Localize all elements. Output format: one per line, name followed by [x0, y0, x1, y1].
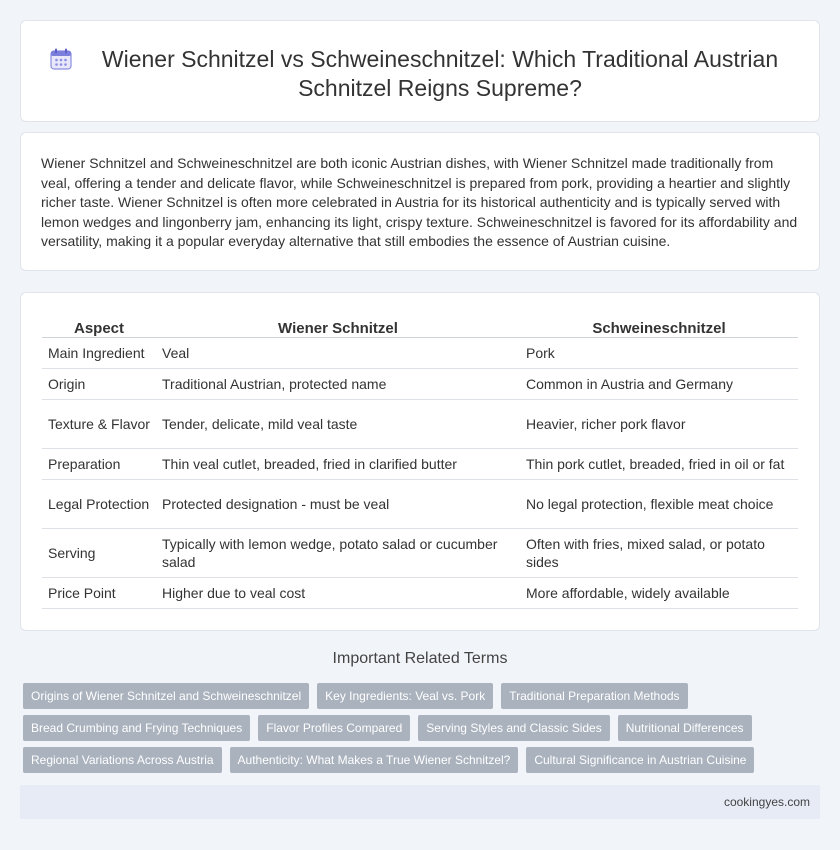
- row-schweine-value: Often with fries, mixed salad, or potato sides: [520, 528, 798, 577]
- row-wiener-value: Protected designation - must be veal: [156, 479, 520, 528]
- related-term-tag[interactable]: Serving Styles and Classic Sides: [418, 715, 609, 741]
- row-schweine-value: Thin pork cutlet, breaded, fried in oil or fat: [520, 448, 798, 479]
- header-schweineschnitzel: Schweineschnitzel: [520, 315, 798, 337]
- intro-card: [20, 132, 820, 271]
- row-aspect: Main Ingredient: [42, 337, 156, 368]
- row-aspect: Serving: [42, 528, 156, 577]
- related-terms-heading: Important Related Terms: [332, 650, 508, 667]
- row-schweine-value: More affordable, widely available: [520, 577, 798, 608]
- header-wiener-schnitzel: Wiener Schnitzel: [156, 315, 520, 337]
- table-row: [42, 577, 798, 608]
- table-header-row: [42, 315, 798, 337]
- calendar-icon: [49, 47, 73, 71]
- related-term-tag[interactable]: Key Ingredients: Veal vs. Pork: [317, 683, 493, 709]
- related-terms-list: [23, 683, 823, 779]
- row-aspect: Texture & Flavor: [42, 399, 156, 448]
- tag-row: [23, 715, 823, 741]
- row-aspect: Legal Protection: [42, 479, 156, 528]
- row-wiener-value: Higher due to veal cost: [156, 577, 520, 608]
- related-term-tag[interactable]: Authenticity: What Makes a True Wiener Schnitzel?: [230, 747, 519, 773]
- related-term-tag[interactable]: Cultural Significance in Austrian Cuisine: [526, 747, 754, 773]
- table-row: [42, 479, 798, 528]
- row-schweine-value: No legal protection, flexible meat choice: [520, 479, 798, 528]
- table-row: [42, 337, 798, 368]
- row-aspect: Preparation: [42, 448, 156, 479]
- table-row: [42, 399, 798, 448]
- row-wiener-value: Veal: [156, 337, 520, 368]
- row-schweine-value: Common in Austria and Germany: [520, 368, 798, 399]
- row-aspect: Price Point: [42, 577, 156, 608]
- related-term-tag[interactable]: Regional Variations Across Austria: [23, 747, 222, 773]
- comparison-table: [42, 315, 798, 609]
- related-term-tag[interactable]: Origins of Wiener Schnitzel and Schweineschnitzel: [23, 683, 309, 709]
- page-title: Wiener Schnitzel vs Schweineschnitzel: Which Traditional Austrian Schnitzel Reigns Supreme?: [101, 46, 779, 101]
- table-row: [42, 528, 798, 577]
- row-wiener-value: Traditional Austrian, protected name: [156, 368, 520, 399]
- table-row: [42, 448, 798, 479]
- row-schweine-value: Pork: [520, 337, 798, 368]
- related-term-tag[interactable]: Traditional Preparation Methods: [501, 683, 687, 709]
- related-term-tag[interactable]: Nutritional Differences: [618, 715, 752, 741]
- tag-row: [23, 747, 823, 773]
- table-row: [42, 368, 798, 399]
- row-wiener-value: Tender, delicate, mild veal taste: [156, 399, 520, 448]
- comparison-card: [20, 292, 820, 631]
- related-term-tag[interactable]: Bread Crumbing and Frying Techniques: [23, 715, 250, 741]
- row-schweine-value: Heavier, richer pork flavor: [520, 399, 798, 448]
- title-card: [20, 20, 820, 122]
- row-aspect: Origin: [42, 368, 156, 399]
- row-wiener-value: Typically with lemon wedge, potato salad or cucumber salad: [156, 528, 520, 577]
- row-wiener-value: Thin veal cutlet, breaded, fried in clarified butter: [156, 448, 520, 479]
- intro-paragraph: Wiener Schnitzel and Schweineschnitzel are both iconic Austrian dishes, with Wiener Schnitzel made traditionally from veal, offering a tender and delicate flavor, while Schweineschnitzel is prepared from pork, providing a heartier and slightly richer taste. Wiener Schnitzel is often more celebrated in Austria for its historical authenticity and is typically served with lemon wedges and lingonberry jam, enhancing its light, crispy texture. Schweineschnitzel is favored for its affordability and versatility, making it a popular everyday alternative that still embodies the essence of Austrian cuisine.: [41, 155, 798, 249]
- header-aspect: Aspect: [42, 315, 156, 337]
- footer-bar: [20, 785, 820, 819]
- tag-row: [23, 683, 823, 709]
- footer-site-link[interactable]: cookingyes.com: [723, 795, 810, 809]
- related-term-tag[interactable]: Flavor Profiles Compared: [258, 715, 410, 741]
